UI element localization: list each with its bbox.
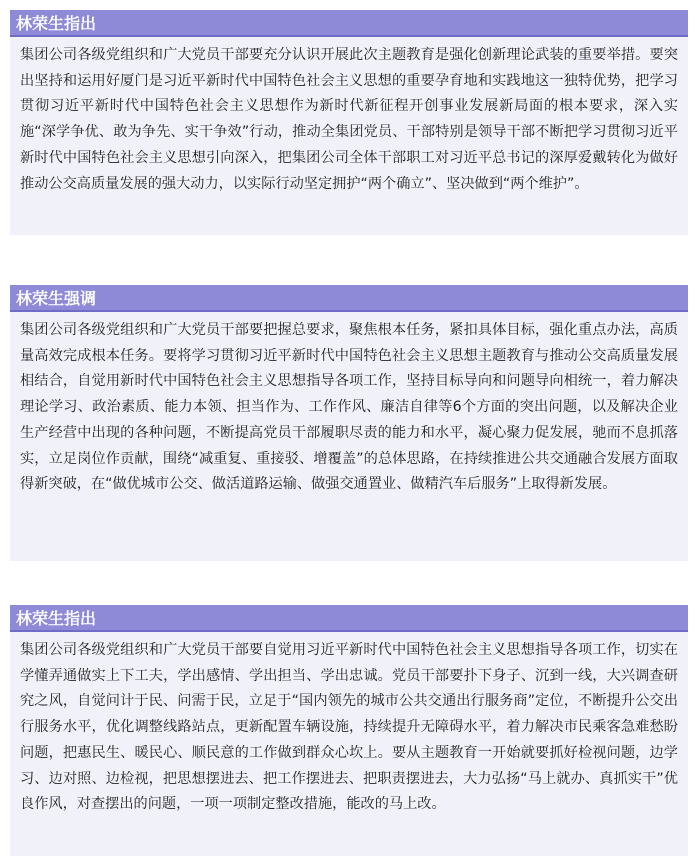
section-2-title: 林荣生强调 <box>10 285 688 312</box>
section-2 <box>10 285 688 561</box>
section-1 <box>10 10 688 235</box>
section-1-body: 集团公司各级党组织和广大党员干部要充分认识开展此次主题教育是强化创新理论武装的重要举措。要突出坚持和运用好厦门是习近平新时代中国特色社会主义思想的重要孕育地和实践地这一独特优势，把学习贯彻习近平新时代中国特色社会主义思想作为新时代新征程开创事业发展新局面的根本要求，深入实施“深学争优、敢为争先、实干争效”行动，推动全集团党员、干部特别是领导干部不断把学习贯彻习近平新时代中国特色社会主义思想引向深入，把集团公司全体干部职工对习近平总书记的深厚爱戴转化为做好推动公交高质量发展的强大动力，以实际行动坚定拥护“两个确立”、坚决做到“两个维护”。 <box>10 37 688 235</box>
section-1-title: 林荣生指出 <box>10 10 688 37</box>
section-3 <box>10 605 688 856</box>
section-3-title: 林荣生指出 <box>10 605 688 632</box>
section-3-body: 集团公司各级党组织和广大党员干部要自觉用习近平新时代中国特色社会主义思想指导各项工作，切实在学懂弄通做实上下工夫，学出感情、学出担当、学出忠诚。党员干部要扑下身子、沉到一线，大兴调查研究之风，自觉问计于民、问需于民，立足于“国内领先的城市公共交通出行服务商”定位，不断提升公交出行服务水平，优化调整线路站点，更新配置车辆设施，持续提升无障碍水平，着力解决市民乘客急难愁盼问题，把惠民生、暖民心、顺民意的工作做到群众心坎上。要从主题教育一开始就要抓好检视问题，边学习、边对照、边检视，把思想摆进去、把工作摆进去、把职责摆进去，大力弘扬“马上就办、真抓实干”优良作风，对查摆出的问题，一项一项制定整改措施，能改的马上改。 <box>10 632 688 856</box>
section-2-body: 集团公司各级党组织和广大党员干部要把握总要求，聚焦根本任务，紧扣具体目标，强化重点办法，高质量高效完成根本任务。要将学习贯彻习近平新时代中国特色社会主义思想主题教育与推动公交高质量发展相结合，自觉用新时代中国特色社会主义思想指导各项工作，坚持目标导向和问题导向相统一，着力解决理论学习、政治素质、能力本领、担当作为、工作作风、廉洁自律等6个方面的突出问题，以及解决企业生产经营中出现的各种问题，不断提高党员干部履职尽责的能力和水平，凝心聚力促发展，驰而不息抓落实，立足岗位作贡献，围绕“减重复、重接驳、增覆盖”的总体思路，在持续推进公共交通融合发展方面取得新突破，在“做优城市公交、做活道路运输、做强交通置业、做精汽车后服务”上取得新发展。 <box>10 312 688 561</box>
